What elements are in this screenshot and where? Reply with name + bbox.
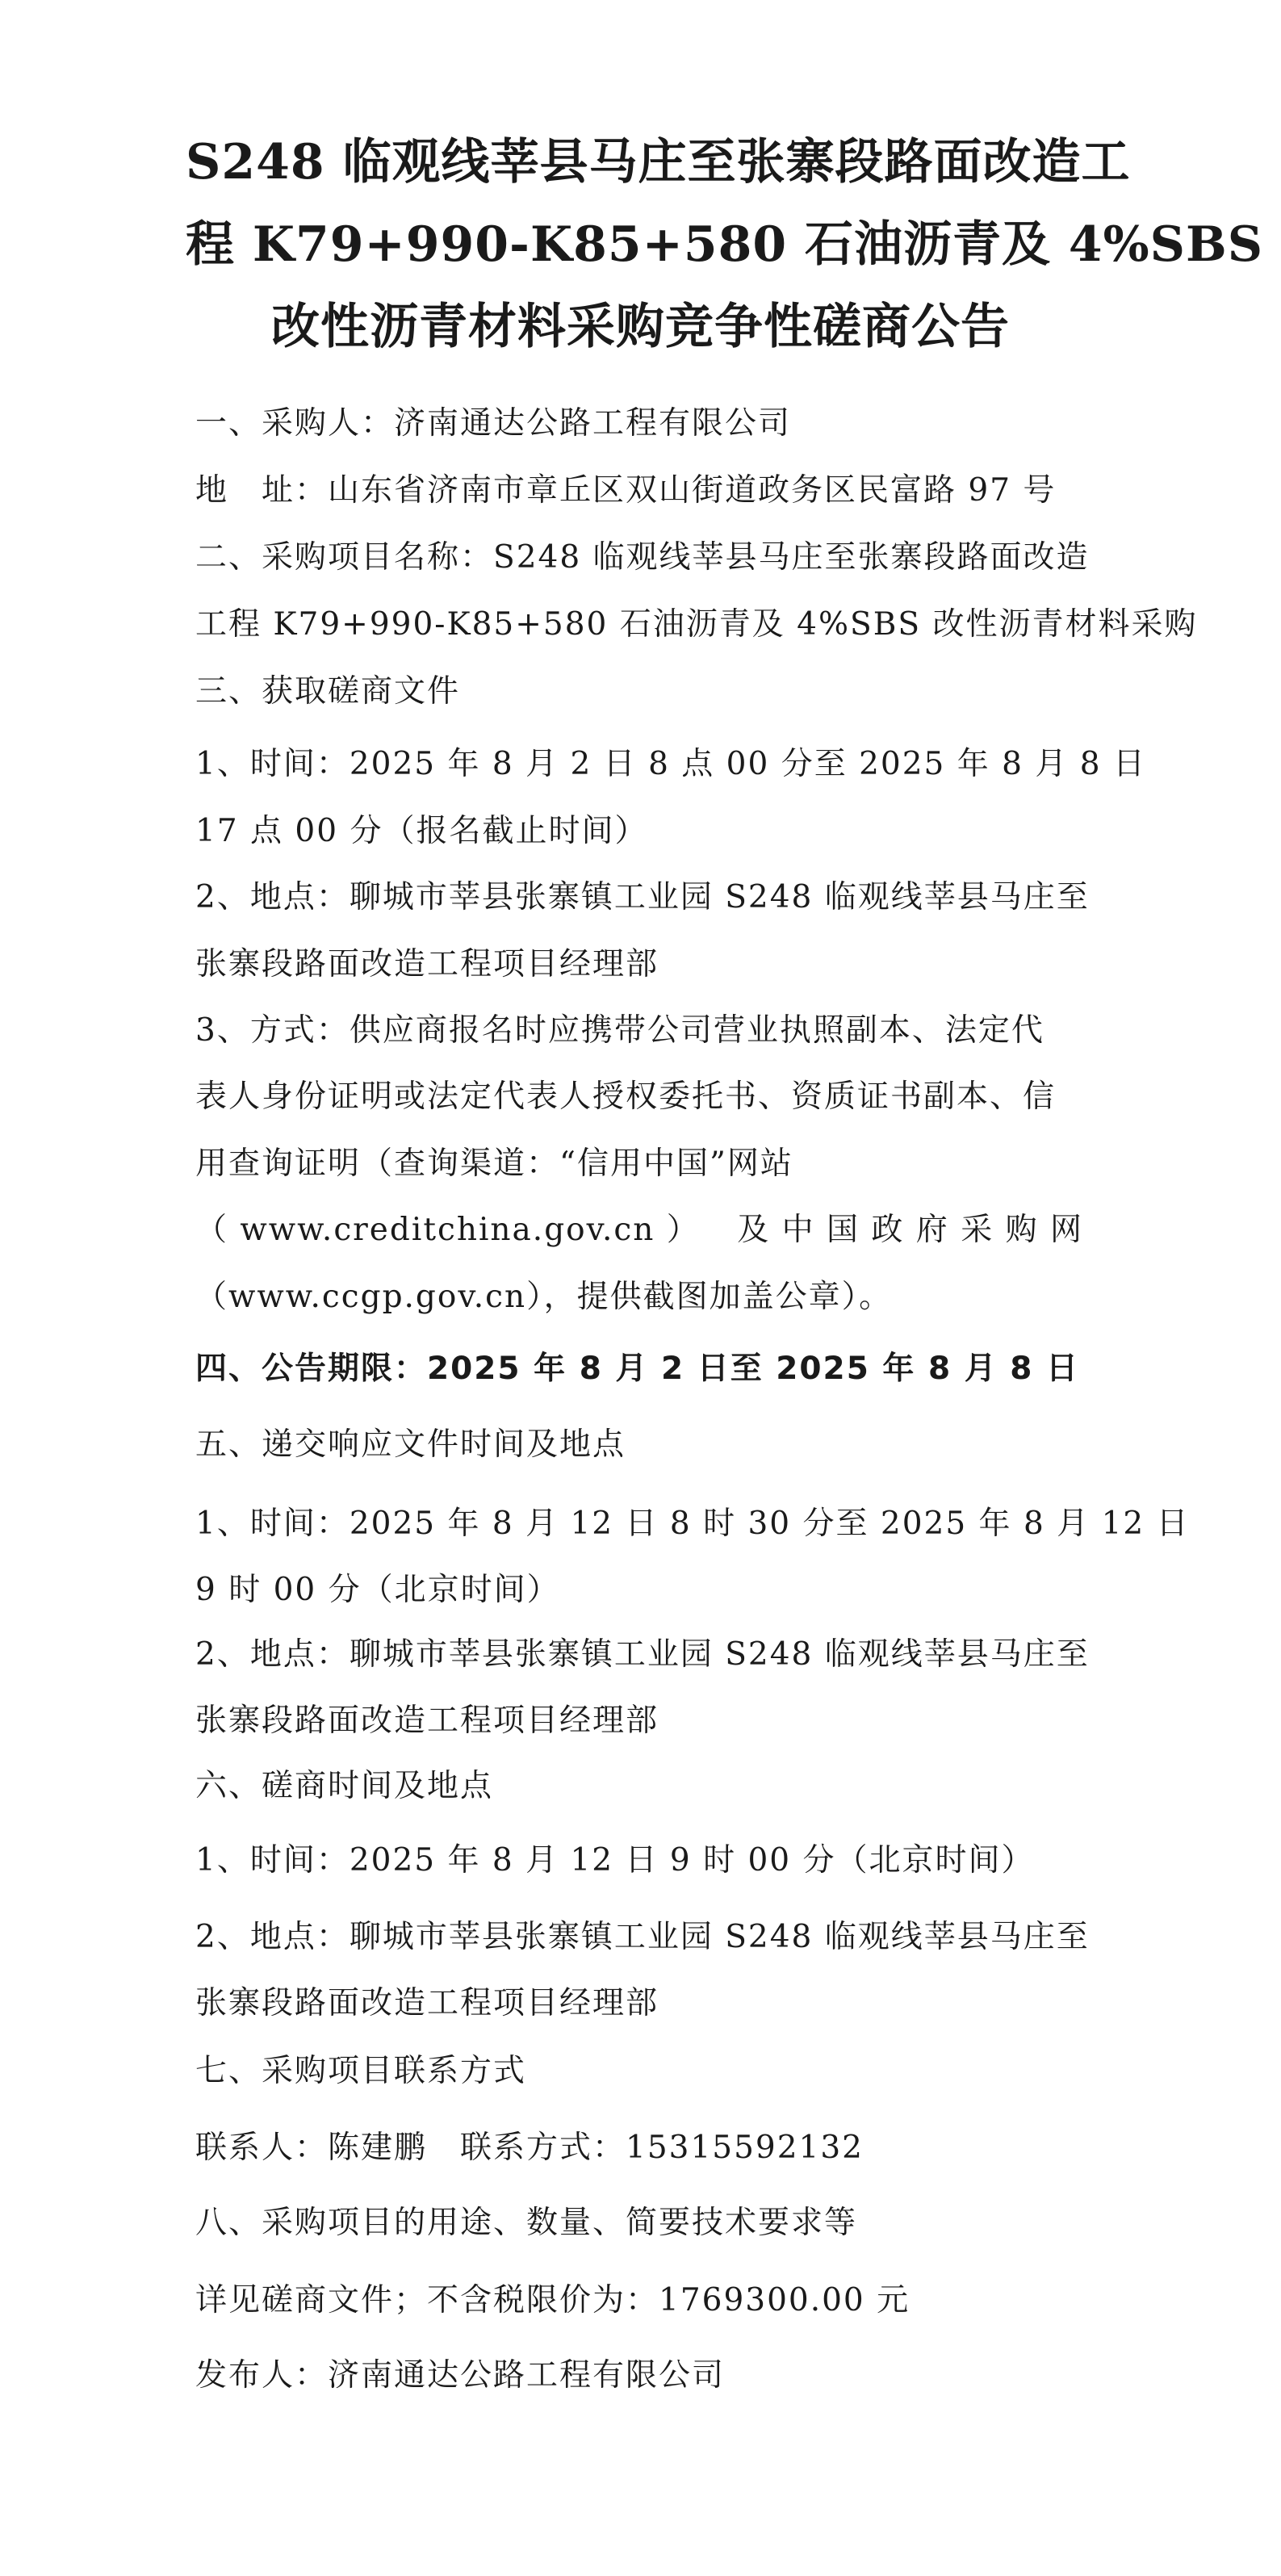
usage-heading: 八、采购项目的用途、数量、简要技术要求等 [195, 2205, 858, 2241]
project-name-line-2: 工程 K79+990-K85+580 石油沥青及 4%SBS 改性沥青材料采购 [195, 606, 1198, 643]
page-title [186, 121, 1264, 368]
obtain-heading: 三、获取磋商文件 [195, 673, 461, 710]
usage-detail-line: 详见磋商文件；不含税限价为：1769300.00 元 [195, 2282, 911, 2318]
obtain-method-line-1: 3、方式：供应商报名时应携带公司营业执照副本、法定代 [195, 1012, 1044, 1049]
obtain-method-line-5: （www.ccgp.gov.cn），提供截图加盖公章）。 [195, 1279, 893, 1315]
title-line-3: 改性沥青材料采购竞争性磋商公告 [271, 299, 1010, 355]
project-name-line-1: 二、采购项目名称：S248 临观线莘县马庄至张寨段路面改造 [195, 539, 1090, 576]
obtain-method-line-4 [195, 1210, 1083, 1250]
negotiate-place-line-1: 2、地点：聊城市莘县张寨镇工业园 S248 临观线莘县马庄至 [195, 1919, 1090, 1955]
ccgp-label: 及 中 国 政 府 采 购 网 [737, 1212, 1083, 1248]
submit-place-line-1: 2、地点：聊城市莘县张寨镇工业园 S248 临观线莘县马庄至 [195, 1636, 1090, 1673]
credit-china-link: （ www.creditchina.gov.cn ） [195, 1212, 700, 1248]
notice-period-line: 四、公告期限：2025 年 8 月 2 日至 2025 年 8 月 8 日 [195, 1351, 1079, 1387]
address-line: 地 址：山东省济南市章丘区双山街道政务区民富路 97 号 [195, 472, 1057, 509]
contact-heading: 七、采购项目联系方式 [195, 2053, 527, 2089]
submit-heading: 五、递交响应文件时间及地点 [195, 1426, 626, 1463]
obtain-place-line-1: 2、地点：聊城市莘县张寨镇工业园 S248 临观线莘县马庄至 [195, 879, 1090, 915]
obtain-time-line-1: 1、时间：2025 年 8 月 2 日 8 点 00 分至 2025 年 8 月 8 日 [195, 746, 1146, 782]
publisher-line: 发布人：济南通达公路工程有限公司 [195, 2357, 726, 2394]
purchaser-line: 一、采购人：济南通达公路工程有限公司 [195, 405, 792, 442]
contact-line: 联系人：陈建鹏 联系方式：15315592132 [195, 2130, 864, 2166]
title-line-2: 程 K79+990-K85+580 石油沥青及 4%SBS [186, 216, 1264, 273]
negotiate-heading: 六、磋商时间及地点 [195, 1768, 494, 1804]
negotiate-time-line: 1、时间：2025 年 8 月 12 日 9 时 00 分（北京时间） [195, 1842, 1035, 1879]
obtain-method-line-3: 用查询证明（查询渠道：“信用中国”网站 [195, 1146, 793, 1182]
obtain-time-line-2: 17 点 00 分（报名截止时间） [195, 813, 648, 849]
obtain-place-line-2: 张寨段路面改造工程项目经理部 [195, 946, 659, 982]
submit-place-line-2: 张寨段路面改造工程项目经理部 [195, 1703, 659, 1739]
title-line-1: S248 临观线莘县马庄至张寨段路面改造工 [186, 134, 1131, 191]
obtain-method-line-2: 表人身份证明或法定代表人授权委托书、资质证书副本、信 [195, 1079, 1057, 1115]
negotiate-place-line-2: 张寨段路面改造工程项目经理部 [195, 1985, 659, 2021]
submit-time-line-1: 1、时间：2025 年 8 月 12 日 8 时 30 分至 2025 年 8 月 12 日 [195, 1506, 1190, 1542]
submit-time-line-2: 9 时 00 分（北京时间） [195, 1572, 560, 1608]
